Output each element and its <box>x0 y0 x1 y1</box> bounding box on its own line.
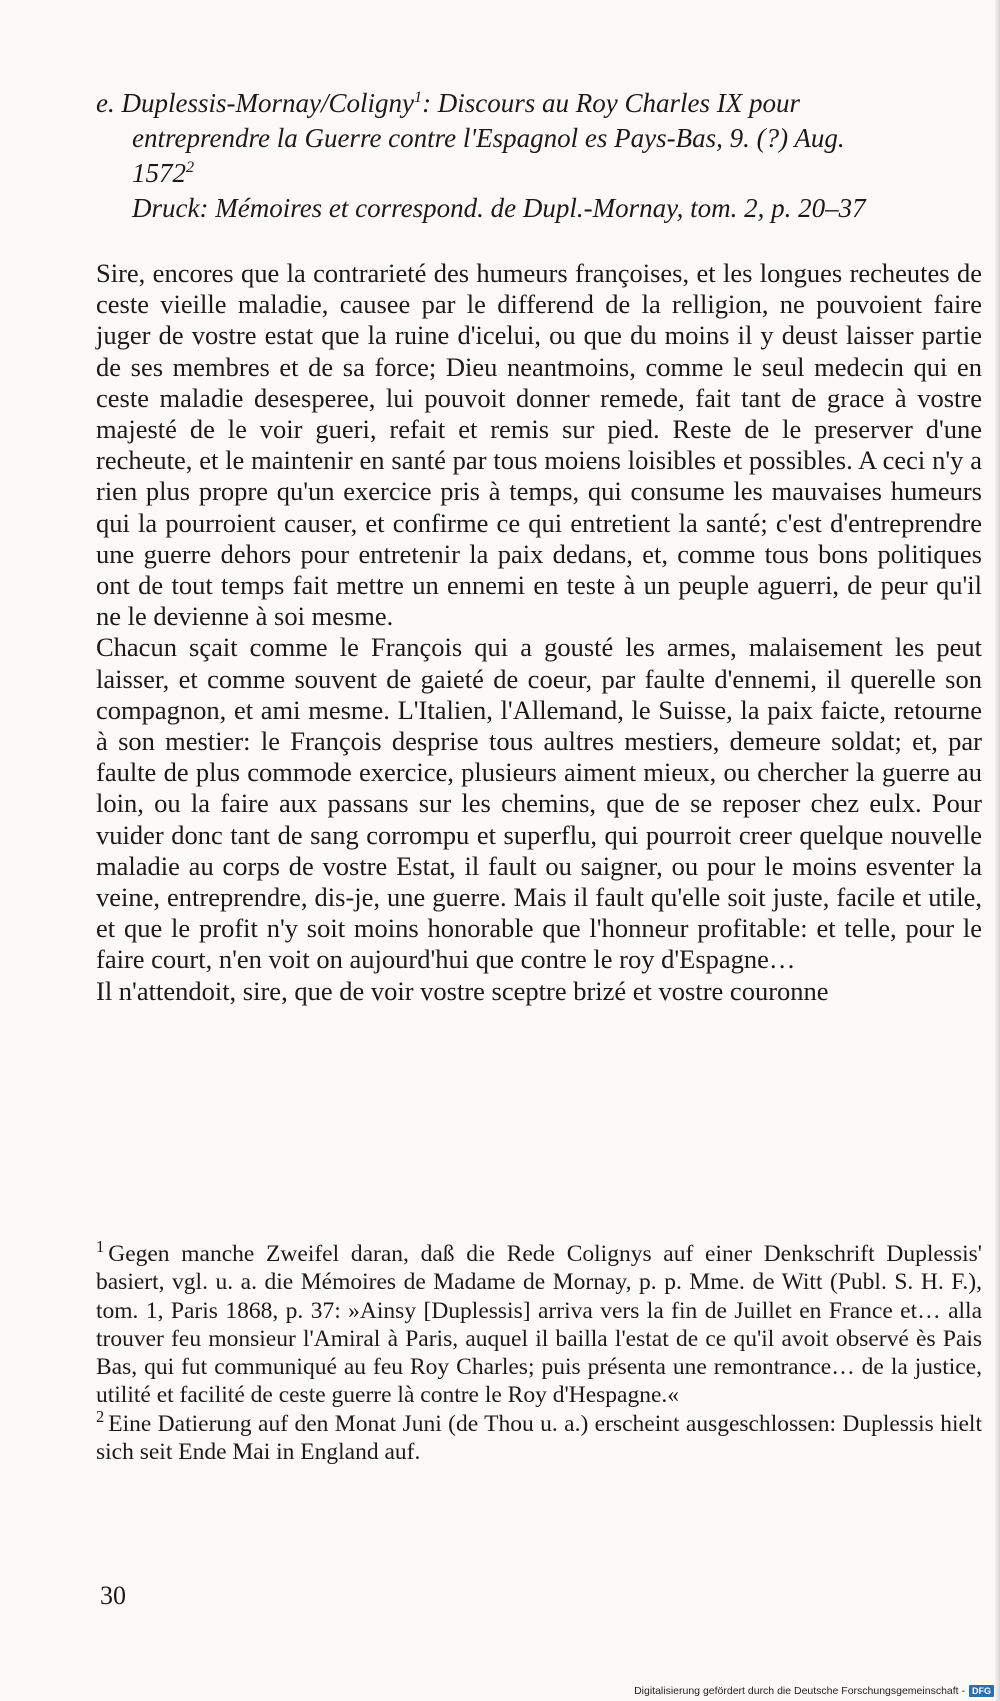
heading-year: 1572 <box>132 158 186 188</box>
footnote-2 <box>96 1406 982 1467</box>
heading-title: e. Duplessis-Mornay/Coligny <box>96 88 414 118</box>
footnote-1 <box>96 1237 982 1410</box>
footnote-1-number: 1 <box>96 1237 105 1257</box>
heading-print-source: Druck: Mémoires et correspond. de Dupl.-Mornay, tom. 2, p. 20–37 <box>132 193 866 223</box>
heading-line-2: entreprendre la Guerre contre l'Espagnol es Pays-Bas, 9. (?) Aug. <box>132 123 845 153</box>
heading-title-rest: : Discours au Roy Charles IX pour <box>422 88 801 118</box>
heading-line-3 <box>96 156 982 191</box>
footnote-2-text: Eine Datierung auf den Monat Juni (de Thou u. a.) erscheint ausgeschlossen: Duplessis hielt sich seit Ende Mai in England auf. <box>96 1410 982 1466</box>
heading-line-1 <box>96 86 982 121</box>
footnote-2-number: 2 <box>96 1406 105 1426</box>
credit-text: Digitalisierung gefördert durch die Deutsche Forschungsgemeinschaft - <box>634 1685 965 1697</box>
main-text <box>96 258 982 1007</box>
footnotes <box>96 1237 982 1466</box>
footnote-ref-1: 1 <box>413 88 423 106</box>
page-edge-shadow <box>994 0 1000 1701</box>
footnote-1-text: Gegen manche Zweifel daran, daß die Rede Colignys auf einer Denkschrift Duplessis' basiert, vgl. u. a. die Mémoires de Madame de Mornay, p. p. Mme. de Witt (Publ. S. H. F.), tom. 1, Paris 1868, p. 37: »Ainsy [Duplessis] arriva vers la fin de Juillet en France et… alla trouver feu monsieur l'Amiral à Paris, auquel il bailla l'estat de ce qu'il avoit observé ès Pais Bas, qui fut communiqué au feu Roy Charles; puis présenta une remontrance… de la justice, utilité et facilité de ceste guerre là contre le Roy d'Hespagne.« <box>96 1241 982 1409</box>
paragraph-3: Il n'attendoit, sire, que de voir vostre sceptre brizé et vostre couronne <box>96 975 829 1006</box>
dfg-logo-icon: DFG <box>969 1685 994 1697</box>
footnote-ref-2: 2 <box>186 158 195 176</box>
page-number: 30 <box>100 1581 126 1610</box>
paragraph-1: Sire, encores que la contrarieté des humeurs françoises, et les longues recheutes de ceste vieille maladie, causee par le differend de la relligion, ne pouvoient faire juger de vostre estat que la ruine d'icelui, ou que du moins il y deust laisser partie de ses membres et de sa force; Dieu neantmoins, comme le seul medecin qui en ceste maladie desesperee, lui pouvoit donner remede, fait tant de grace à vostre majesté de le voir gueri, refait et remis sur pied. Reste de le preserver d'une recheute, et le maintenir en santé par tous moiens loisibles et possibles. A ceci n'y a rien plus propre qu'un exercice pris à temps, qui consume les mauvaises humeurs qui la pourroient causer, et confirme ce qui entretient la santé; c'est d'entreprendre une guerre dehors pour entretenir la paix dedans, et, comme tous bons politiques ont de tout temps fait mettre un ennemi en teste à un peuple aguerri, de peur qu'il ne le devienne à soi mesme. <box>96 258 982 632</box>
document-heading <box>96 86 982 226</box>
paragraph-2: Chacun sçait comme le François qui a gousté les armes, malaisement les peut laisser, et comme souvent de gaieté de coeur, par faulte d'ennemi, il querelle son compagnon, et ami mesme. L'Italien, l'Allemand, le Suisse, la paix faicte, retourne à son mestier: le François desprise tous aultres mestiers, demeure soldat; et, par faulte de plus commode exercice, plusieurs aiment mieux, ou chercher la guerre au loin, ou la faire aux passans sur les chemins, que de se reposer chez eulx. Pour vuider donc tant de sang corrompu et superflu, qui pourroit creer quelque nouvelle maladie au corps de vostre Estat, il fault ou saigner, ou pour le moins esventer la veine, entreprendre, dis-je, une guerre. Mais il fault qu'elle soit juste, facile et utile, et que le profit n'y soit moins honorable que l'honneur profitable: et telle, pour le faire court, n'en voit on aujourd'hui que contre le roy d'Espagne… <box>96 632 982 975</box>
digitization-credit <box>634 1685 994 1697</box>
